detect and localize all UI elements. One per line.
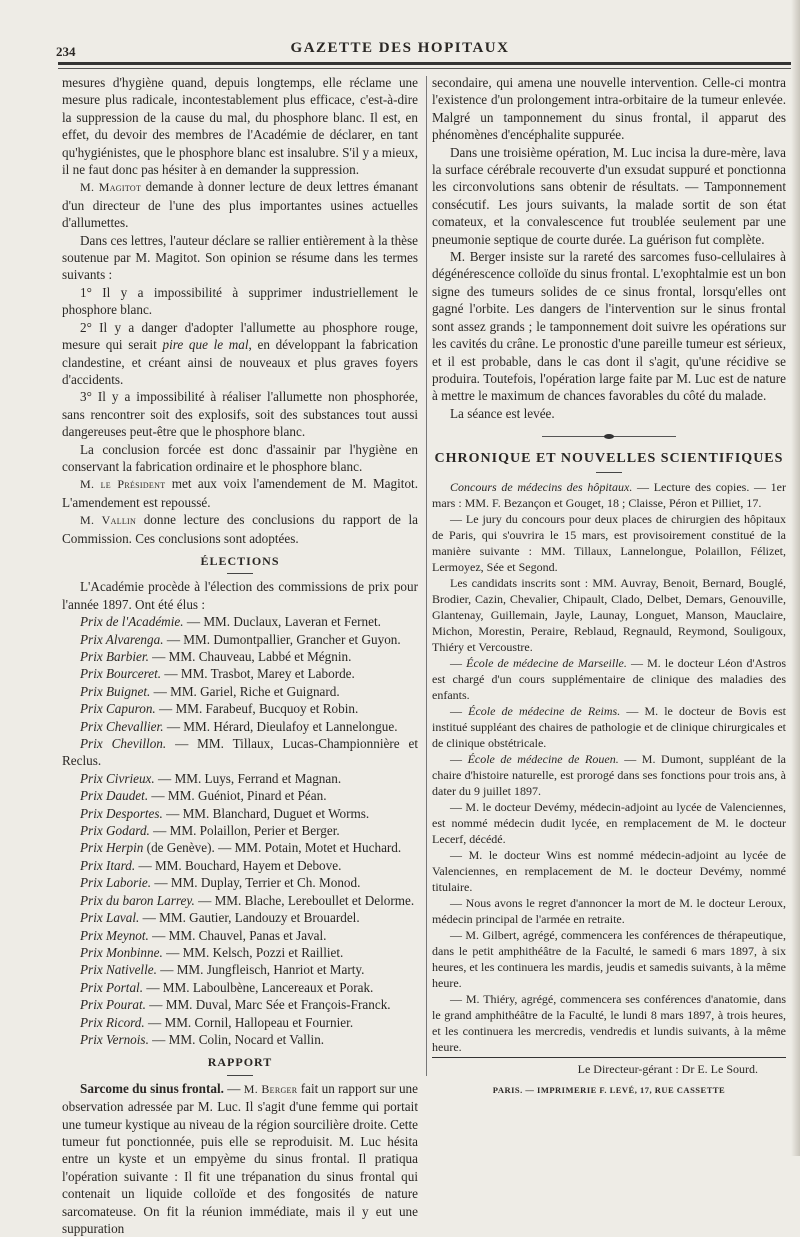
news-item (432, 751, 786, 799)
prize-members: — MM. Cornil, Hallopeau et Fournier. (144, 1014, 354, 1030)
prize-entry (62, 648, 418, 665)
prize-entry (62, 787, 418, 804)
paragraph: 1° Il y a impossibilité à supprimer industriellement le phosphore blanc. (62, 284, 418, 318)
emphasis: École de médecine de Rouen. (467, 751, 619, 766)
prize-entry (62, 700, 418, 717)
prize-entry (62, 805, 418, 822)
prize-members: — MM. Jungfleisch, Hanriot et Marty. (156, 962, 365, 978)
prize-name: Prix Chevallier. (80, 718, 164, 734)
prize-entry (62, 857, 418, 874)
speaker-name: M. Magitot (80, 180, 142, 195)
prize-members: — MM. Colin, Nocard et Vallin. (148, 1031, 325, 1047)
news-item: — Nous avons le regret d'annoncer la mort de M. le docteur Leroux, médecin principal de l'armée en retraite. (432, 895, 786, 926)
prize-entry (62, 1014, 418, 1031)
prize-name: Prix Alvarenga. (80, 631, 164, 647)
news-text: — M. le docteur Léon d'Astros est chargé d'un cours supplémentaire de clinique des maladies des enfants. (432, 655, 787, 702)
prize-members: — MM. Luys, Ferrand et Magnan. (154, 770, 342, 786)
paragraph (62, 475, 418, 511)
prize-entry (62, 718, 418, 735)
signature: Le Directeur-gérant : Dr E. Le Sourd. (577, 1061, 758, 1076)
prize-members: — MM. Chauvel, Panas et Javal. (148, 927, 327, 943)
prize-name: Prix Barbier. (80, 649, 149, 664)
news-item (432, 655, 786, 703)
prize-members: — MM. Tillaux, Lucas-Championnière et Reclus. (62, 736, 418, 769)
prize-entry (62, 961, 418, 978)
paragraph-text: 2° Il y a danger d'adopter l'allumette au phosphore rouge, mesure qui serait (62, 319, 418, 353)
prize-name: Prix Daudet. (80, 788, 149, 804)
prize-entry (62, 979, 418, 996)
prize-entry (62, 927, 418, 944)
prize-members: — MM. Gautier, Landouzy et Brouardel. (139, 910, 360, 926)
prize-members: — MM. Duplay, Terrier et Ch. Monod. (151, 875, 361, 891)
prize-entry (62, 822, 418, 839)
news-text: — M. le docteur de Bovis est institué suppléant des chaires de pathologie et de clinique chirurgicales et de clinique obstétricale. (432, 703, 786, 750)
ornament-divider (432, 434, 786, 440)
prize-entry (62, 944, 418, 961)
paragraph: La séance est levée. (450, 405, 555, 421)
prize-name: Prix Monbinne. (80, 944, 163, 960)
paragraph: 3° Il y a impossibilité à réaliser l'allumette non phosphorée, sans rencontrer soit des explosifs, soit des substances tout aussi dangereuses peut-être que le phosphore blanc. (62, 389, 418, 440)
speaker-name: M. Vallin (80, 513, 137, 528)
prize-name: Prix Nativelle. (80, 962, 157, 978)
prize-name: Prix Vernois. (80, 1031, 149, 1047)
prize-name: Prix du baron Larrey. (80, 892, 195, 908)
prize-name: Prix Itard. (80, 857, 136, 873)
dash: — (450, 703, 469, 718)
header-rule-thick (58, 62, 794, 65)
header-rule-thin (58, 68, 794, 69)
news-list (432, 479, 786, 1055)
paragraph-text: met aux voix l'amendement de M. Magitot. L'amendement est repoussé. (62, 476, 419, 510)
prize-name: Prix Chevillon. (80, 736, 167, 752)
prize-name: Prix Capuron. (80, 701, 156, 717)
paragraph: mesures d'hygiène quand, depuis longtemps, elle réclame une mesure plus radicale, incontestablement plus efficace, c'est-à-dire la suppression de la cause du mal, du phosphore blanc. Il est, en effet, du devoir des membres de l'Académie de déclarer, en tant qu'hygiénistes, que le phosphore blanc est insalubre. S'il y a mieux, il ne faut donc pas hésiter à en demander la suppression. (62, 75, 418, 178)
prize-members: — MM. Duval, Marc Sée et François-Franck. (145, 997, 391, 1013)
paragraph: Dans ces lettres, l'auteur déclare se rallier entièrement à la thèse soutenue par M. Magitot. Son opinion se résume dans les termes suivants : (62, 232, 418, 283)
news-item: — Le jury du concours pour deux places de chirurgien des hôpitaux de Paris, qui s'ouvrira le 15 mars, est provisoirement constitué de la manière suivante : MM. Tillaux, Lannelongue, Polaillon, Félizet, Lermoyez, Sée et Segond. (432, 511, 786, 574)
prize-list (62, 613, 418, 1048)
left-column (62, 74, 418, 1237)
paragraph: secondaire, qui amena une nouvelle intervention. Celle-ci montra l'existence d'un prolongement intra-orbitaire de la tumeur enlevée. Malgré un tamponnement du sinus frontal, il apparut des phénomènes d'encéphalite suppurée. (432, 75, 786, 143)
rapport-heading: RAPPORT (62, 1054, 418, 1075)
paragraph (62, 178, 418, 231)
page-number: 234 (56, 44, 76, 59)
paragraph-text: fait un rapport sur une observation adressée par M. Luc. Il s'agit d'une femme qui portait une tumeur kystique au niveau de la région sourcilière droite. Cette tumeur fut ponctionnée, puis elle se reproduisit. M. Luc hésita entre un kyste et un empyème du sinus frontal. Il pratiqua l'opération suivante : Il fit une trépanation du sinus frontal qui contenait un liquide colloïde et des fongosités de nature sarcomateuse. On fit la réunion immédiate, mais il y eut une suppuration (62, 1080, 418, 1236)
paragraph-text: , en développant la fabrication clandestine, et créant ainsi de nouveaux et plus graves foyers d'accidents. (62, 337, 419, 387)
prize-entry (62, 735, 418, 770)
prize-name: Prix Desportes. (80, 805, 163, 821)
elections-heading: ÉLECTIONS (62, 553, 418, 574)
prize-members: — MM. Trasbot, Marey et Laborde. (161, 666, 355, 682)
prize-name: Prix Portal. (80, 979, 144, 995)
prize-members: — MM. Polaillon, Perier et Berger. (149, 823, 340, 839)
prize-members: — MM. Duclaux, Laveran et Fernet. (183, 614, 381, 630)
prize-members: (de Genève). — MM. Potain, Motet et Huchard. (143, 840, 402, 856)
news-item: — M. le docteur Wins est nommé médecin-adjoint au lycée de Valenciennes, en remplacement de M. le docteur Devémy, nommé titulaire. (432, 847, 786, 894)
emphasis: École de médecine de Marseille. (466, 655, 627, 670)
prize-name: Prix Laborie. (80, 875, 152, 891)
prize-entry (62, 665, 418, 682)
speaker-name: M. Berger (243, 1081, 298, 1096)
news-item: — M. Gilbert, agrégé, commencera les conférences de thérapeutique, dans le petit amphithéâtre de la Faculté, le samedi 6 mars 1897, à six heures, et les continuera les mardis, jeudis et samedis suivants, à la même heure. (432, 927, 786, 990)
dash: — (450, 655, 467, 670)
column-divider (426, 76, 427, 1076)
prize-entry (62, 874, 418, 891)
prize-entry (62, 892, 418, 909)
prize-members: — MM. Laboulbène, Lancereaux et Porak. (143, 979, 374, 995)
chronique-heading: CHRONIQUE ET NOUVELLES SCIENTIFIQUES (432, 450, 786, 472)
prize-entry (62, 613, 418, 630)
prize-entry (62, 839, 418, 856)
paragraph: L'Académie procède à l'élection des commissions de prix pour l'année 1897. Ont été élus : (62, 579, 418, 612)
dash: — (223, 1080, 244, 1096)
dash: — (450, 751, 468, 766)
prize-members: — MM. Blanchard, Duguet et Worms. (162, 805, 370, 821)
paragraph: La conclusion forcée est donc d'assainir par l'hygiène en conservant la fabrication ordinaire et le phosphore blanc. (62, 441, 418, 474)
prize-name: Prix Bourceret. (80, 666, 162, 682)
prize-name: Prix Meynot. (80, 927, 149, 943)
paragraph-text: demande à donner lecture de deux lettres émanant d'un directeur de l'une des plus importantes usines actuelles d'allumettes. (62, 179, 419, 231)
prize-name: Prix Herpin (80, 840, 144, 856)
prize-members: — MM. Kelsch, Pozzi et Railliet. (162, 944, 344, 960)
emphasis: pire que le mal (162, 337, 249, 353)
prize-entry (62, 683, 418, 700)
news-text: — M. Dumont, suppléant de la chaire d'histoire naturelle, est prorogé dans ses fonctions pour trois ans, à dater du 9 juillet 1897. (432, 751, 786, 798)
article-title: Sarcome du sinus frontal. (80, 1080, 224, 1096)
right-column (432, 74, 786, 1099)
prize-members: — MM. Gariel, Riche et Guignard. (150, 683, 340, 699)
speaker-name: M. le Président (80, 477, 166, 492)
page-edge-shadow (791, 0, 800, 1156)
paragraph: Dans une troisième opération, M. Luc incisa la dure-mère, lava la surface cérébrale recouverte d'un exsudat suppuré et ponctionna les circonvolutions sans obtenir de résultats. — Tamponnement consécutif. Les jours suivants, la malade sortit de son état comateux, et la convalescence fut troublée seulement par une pneumonie septique de courte durée. La guérison fut complète. (432, 144, 786, 247)
prize-members: — MM. Farabeuf, Bucquoy et Robin. (155, 701, 359, 717)
prize-members: — MM. Bouchard, Hayem et Debove. (135, 857, 342, 873)
printer-imprint: PARIS. — IMPRIMERIE F. LEVÉ, 17, RUE CASSETTE (492, 1084, 726, 1095)
news-item: — M. Thiéry, agrégé, commencera ses conférences d'anatomie, dans le grand amphithéâtre de la Faculté, le lundi 8 mars 1897, à trois heures, et les continuera les mercredis, vendredis et lundis suivants, à la même heure. (432, 991, 786, 1054)
prize-name: Prix Ricord. (80, 1014, 145, 1030)
prize-name: Prix Laval. (80, 910, 140, 926)
news-item: Les candidats inscrits sont : MM. Auvray, Benoit, Bernard, Bouglé, Brodier, Cazin, Chevalier, Chipault, Clado, Delbet, Demars, Genouville, Glantenay, Guillemain, Jayle, Launay, Longuet, Manson, Mauclaire, Michon, Morestin, Peraire, Reblaud, Regnauld, Reymond, Souligoux, Thiéry et Vercoustre. (432, 575, 786, 654)
prize-entry (62, 1031, 418, 1048)
news-item: — M. le docteur Devémy, médecin-adjoint au lycée de Valenciennes, est nommé médecin dudit lycée, en remplacement de M. le docteur Lecerf, décédé. (432, 799, 786, 846)
prize-name: Prix de l'Académie. (80, 614, 184, 630)
paragraph (62, 1080, 418, 1237)
prize-name: Prix Pourat. (80, 997, 146, 1013)
signature-rule (432, 1057, 786, 1058)
paragraph (62, 511, 418, 547)
prize-name: Prix Civrieux. (80, 770, 155, 786)
prize-name: Prix Buignet. (80, 683, 151, 699)
prize-name: Prix Godard. (80, 823, 150, 839)
prize-members: — MM. Blache, Lereboullet et Delorme. (194, 892, 415, 908)
paragraph-text: donne lecture des conclusions du rapport de la Commission. Ces conclusions sont adoptées. (62, 512, 418, 546)
prize-entry (62, 909, 418, 926)
news-item (432, 479, 786, 511)
news-item (432, 703, 786, 751)
prize-entry (62, 996, 418, 1013)
prize-entry (62, 770, 418, 787)
prize-members: — MM. Hérard, Dieulafoy et Lannelongue. (163, 718, 398, 734)
emphasis: École de médecine de Reims. (468, 703, 621, 718)
paragraph: M. Berger insiste sur la rareté des sarcomes fuso-cellulaires à dégénérescence colloïde du sinus frontal. L'exophtalmie est un bon signe des tumeurs solides de ce sinus frontal, lorsqu'elles ont gagné l'orbite. Les dangers de l'intervention sur le sinus frontal sont assez grands ; le tamponnement doit suivre les opérations sur les cavités du crâne. Le pronostic d'une pareille tumeur est sérieux, et il est probable, dans le cas dont il s'agit, qu'une récidive se produira. Toutefois, l'opération large faite par M. Luc est de nature à mettre le maximum de chances favorables du côté du malade. (432, 249, 786, 404)
prize-members: — MM. Dumontpallier, Grancher et Guyon. (163, 631, 401, 647)
journal-title: GAZETTE DES HOPITAUX (290, 40, 510, 56)
prize-members: — MM. Chauveau, Labbé et Mégnin. (148, 649, 352, 664)
prize-entry (62, 631, 418, 648)
paragraph (62, 319, 418, 389)
emphasis: Concours de médecins des hôpitaux. (450, 479, 633, 494)
news-text: — Lecture des copies. — 1er mars : MM. F. Bezançon et Gouget, 18 ; Claisse, Péron et Pilliet, 17. (432, 479, 786, 510)
prize-members: — MM. Guéniot, Pinard et Péan. (148, 788, 327, 804)
